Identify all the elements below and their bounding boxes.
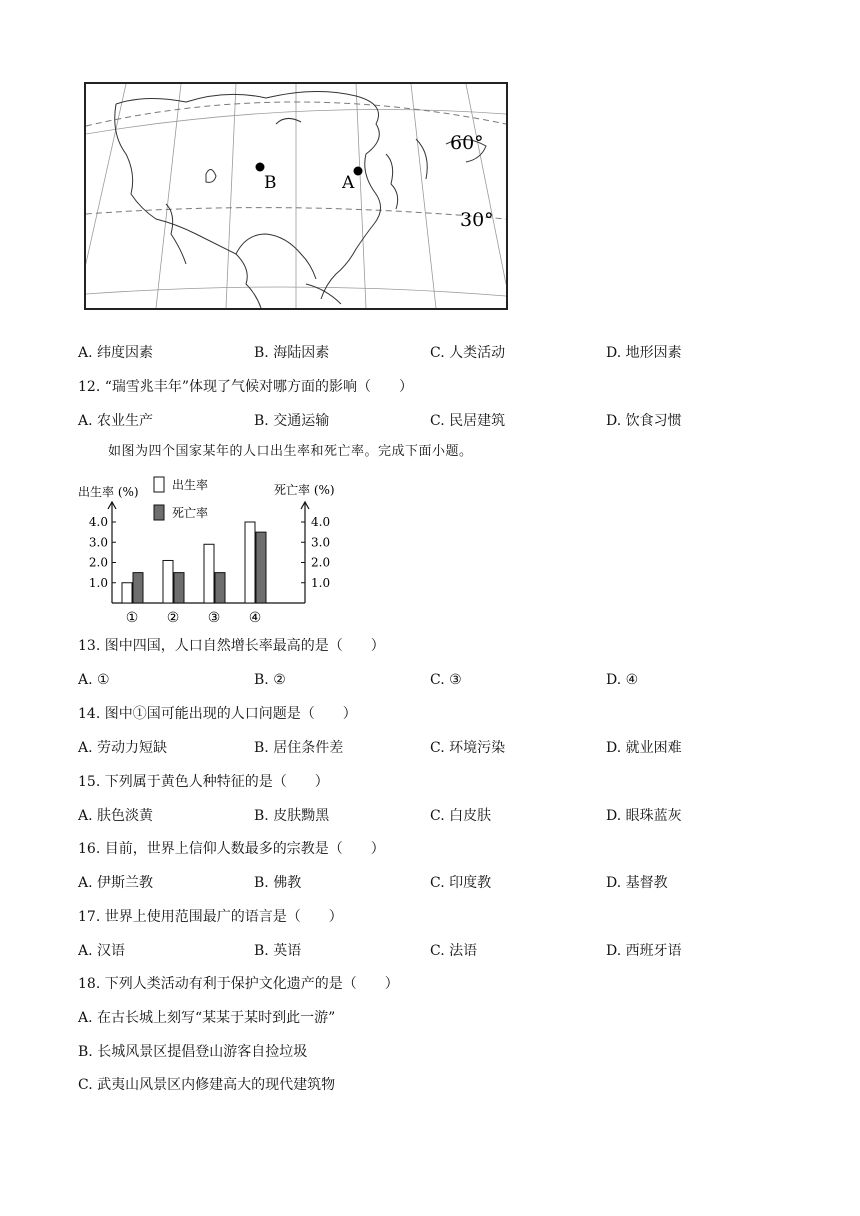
bar-birth-rate — [122, 583, 132, 603]
q17-option-c: C. 法语 — [430, 943, 478, 959]
map-figure — [84, 82, 508, 310]
bar-death-rate — [256, 532, 266, 603]
eurasia-map — [86, 84, 506, 308]
q11-option-b: B. 海陆因素 — [254, 345, 330, 361]
right-tick-label: 2.0 — [311, 555, 331, 570]
right-tick-label: 4.0 — [311, 515, 331, 529]
left-tick-label: 1.0 — [88, 575, 108, 590]
bar-death-rate — [133, 573, 143, 603]
x-category-label: ④ — [248, 610, 262, 626]
q15-option-a: A. 肤色淡黄 — [78, 808, 154, 824]
q11-option-a: A. 纬度因素 — [78, 345, 154, 361]
right-tick-label: 3.0 — [311, 535, 331, 550]
q16-option-d: D. 基督教 — [606, 875, 668, 891]
point-b-marker — [256, 163, 265, 172]
left-tick-label: 2.0 — [88, 555, 108, 570]
bar-death-rate — [174, 573, 184, 603]
q15-stem: 15. 下列属于黄色人种特征的是（ ） — [78, 774, 329, 790]
right-tick-label: 1.0 — [311, 575, 331, 590]
q12-stem: 12. “瑞雪兆丰年”体现了气候对哪方面的影响（ ） — [78, 379, 414, 395]
left-tick-label: 3.0 — [88, 535, 108, 550]
q14-option-c: C. 环境污染 — [430, 740, 506, 756]
x-category-label: ① — [125, 610, 139, 626]
right-axis-title: 死亡率 (%) — [274, 483, 335, 497]
q17-option-d: D. 西班牙语 — [606, 943, 682, 959]
q13-option-a: A. ① — [78, 672, 110, 688]
q14-option-d: D. 就业困难 — [606, 740, 682, 756]
q12-option-d: D. 饮食习惯 — [606, 413, 682, 429]
q13-option-d: D. ④ — [606, 672, 639, 688]
q15-option-d: D. 眼珠蓝灰 — [606, 808, 682, 824]
q18-stem: 18. 下列人类活动有利于保护文化遗产的是（ ） — [78, 976, 399, 992]
q16-option-c: C. 印度教 — [430, 875, 492, 891]
q11-option-d: D. 地形因素 — [606, 345, 682, 361]
q12-option-b: B. 交通运输 — [254, 413, 330, 429]
q14-option-a: A. 劳动力短缺 — [78, 740, 168, 756]
left-axis-title: 出生率 (%) — [78, 485, 139, 499]
q12-option-c: C. 民居建筑 — [430, 413, 506, 429]
latitude-30-label: 30° — [460, 209, 494, 231]
q13-option-b: B. ② — [254, 672, 286, 688]
q15-option-c: C. 白皮肤 — [430, 808, 492, 824]
q17-stem: 17. 世界上使用范围最广的语言是（ ） — [78, 909, 343, 925]
q14-stem: 14. 图中①国可能出现的人口问题是（ ） — [78, 706, 357, 722]
x-category-label: ③ — [207, 610, 221, 626]
bar-death-rate — [215, 573, 225, 603]
q12-option-a: A. 农业生产 — [78, 413, 154, 429]
chart-intro: 如图为四个国家某年的人口出生率和死亡率。完成下面小题。 — [108, 444, 473, 459]
chart-svg — [74, 470, 374, 630]
q18-option-a: A. 在古长城上刻写“某某于某时到此一游” — [78, 1010, 336, 1026]
q16-option-b: B. 佛教 — [254, 875, 302, 891]
q18-option-c: C. 武夷山风景区内修建高大的现代建筑物 — [78, 1077, 336, 1093]
point-a-label: A — [342, 173, 355, 193]
q13-option-c: C. ③ — [430, 672, 462, 688]
q18-option-b: B. 长城风景区提倡登山游客自捡垃圾 — [78, 1044, 308, 1060]
legend-label-death: 死亡率 — [172, 506, 209, 520]
x-category-label: ② — [166, 610, 180, 626]
q16-stem: 16. 目前，世界上信仰人数最多的宗教是（ ） — [78, 841, 385, 857]
legend-swatch-death — [154, 505, 164, 520]
bar-birth-rate — [163, 560, 173, 603]
bar-birth-rate — [245, 522, 255, 603]
legend-swatch-birth — [154, 477, 164, 492]
q15-option-b: B. 皮肤黝黑 — [254, 808, 330, 824]
point-a-marker — [354, 167, 363, 176]
q17-option-a: A. 汉语 — [78, 943, 126, 959]
latitude-60-label: 60° — [450, 132, 484, 154]
bar-birth-rate — [204, 544, 214, 603]
q16-option-a: A. 伊斯兰教 — [78, 875, 154, 891]
birth-death-rate-chart — [74, 470, 374, 630]
q17-option-b: B. 英语 — [254, 943, 302, 959]
point-b-label: B — [264, 173, 277, 193]
q11-option-c: C. 人类活动 — [430, 345, 506, 361]
left-tick-label: 4.0 — [88, 515, 108, 529]
legend-label-birth: 出生率 — [172, 478, 209, 492]
q13-stem: 13. 图中四国，人口自然增长率最高的是（ ） — [78, 638, 385, 654]
q14-option-b: B. 居住条件差 — [254, 740, 344, 756]
